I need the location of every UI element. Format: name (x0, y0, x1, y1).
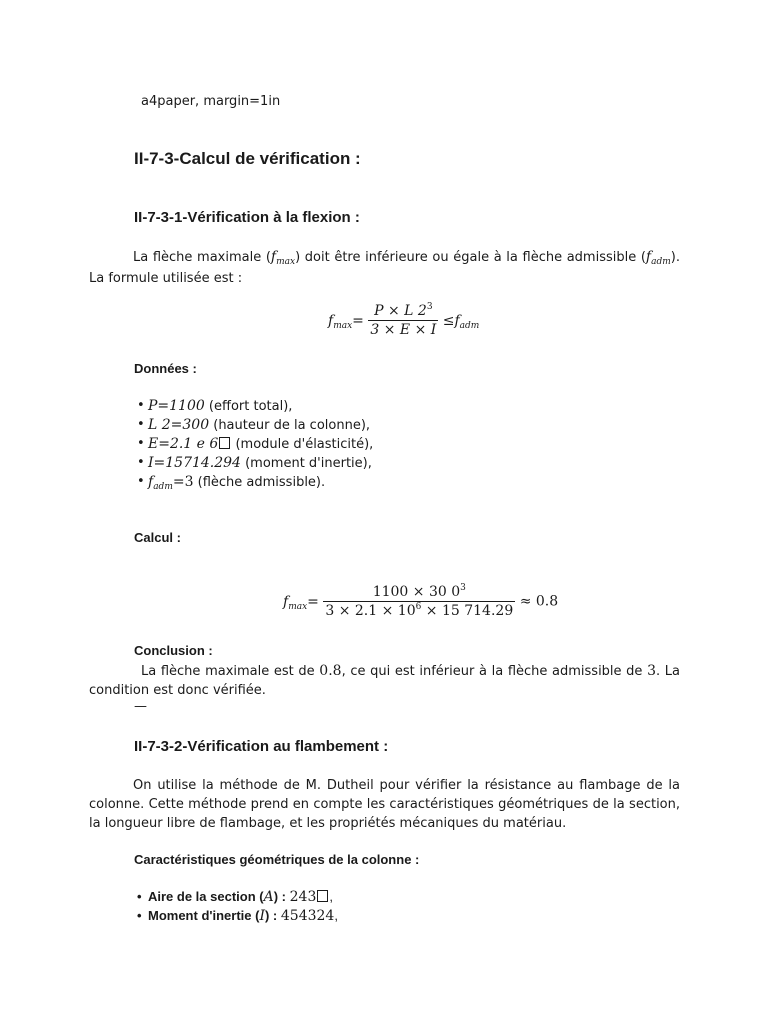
flambement-paragraph: On utilise la méthode de M. Dutheil pour vérifier la résistance au flambage de la colonne. Cette méthode prend en compte les caractéristiques géométriques de la section, la longueur libre de flambage, et les propriétés mécaniques du matériau. (89, 778, 680, 831)
deflection-fraction: $\frac{P \times L 2^3}{3 \times E \times I}$ (370, 302, 437, 338)
placeholder-box (317, 890, 328, 902)
deflection-formula: $f_{max}=$ $\frac{P \times L 2^3}{3 \times E \times I}$ $\le f_{adm}$ (328, 302, 480, 338)
flambement-title: II-7-3-2-Vérification au flambement : (134, 738, 389, 755)
carac-item: • Aire de la section (A) : 243 , (148, 889, 333, 905)
section-title: II-7-3-Calcul de vérification : (134, 149, 361, 168)
placeholder-box (219, 437, 230, 449)
donnee-item: • $f_{adm}=3$ (flèche admissible). (148, 474, 325, 490)
flexion-title: II-7-3-1-Vérification à la flexion : (134, 209, 360, 226)
calcul-title: Calcul : (134, 530, 181, 545)
conclusion-title: Conclusion : (134, 643, 213, 658)
flexion-intro: La flèche maximale $(f_{max})$ doit être inférieure ou égale à la flèche admissible $(f_{adm})$. La formule utilisée est : (89, 249, 680, 286)
donnee-item: • L 2=300 (hauteur de la colonne), (148, 417, 370, 433)
donnee-item: • I=15714.294 (moment d'inertie), (148, 455, 372, 471)
conclusion-text: La flèche maximale est de 0.8, ce qui est inférieur à la flèche admissible de 3. La condition est donc vérifiée. (89, 663, 680, 698)
dash-separator: — (134, 699, 147, 714)
header-note: a4paper, margin=1in (141, 94, 281, 109)
carac-item: • Moment d'inertie (I) : 454324, (148, 908, 338, 924)
donnees-title: Données : (134, 361, 197, 376)
caracteristiques-title: Caractéristiques géométriques de la colonne : (134, 852, 420, 867)
calcul-fraction: $\frac{1100 \times 30 0^3}{3 \times 2.1 \times 10^6 \times 15 714.29}$ (325, 583, 514, 619)
donnee-item: • P=1100 (effort total), (148, 398, 292, 414)
donnee-item: • E=2.1 e 6 (module d'élasticité), (148, 436, 373, 452)
calcul-formula: $f_{max}=$ $\frac{1100 \times 30 0^3}{3 \times 2.1 \times 10^6 \times 15 714.29}$ ≈ 0.8 (283, 583, 559, 619)
